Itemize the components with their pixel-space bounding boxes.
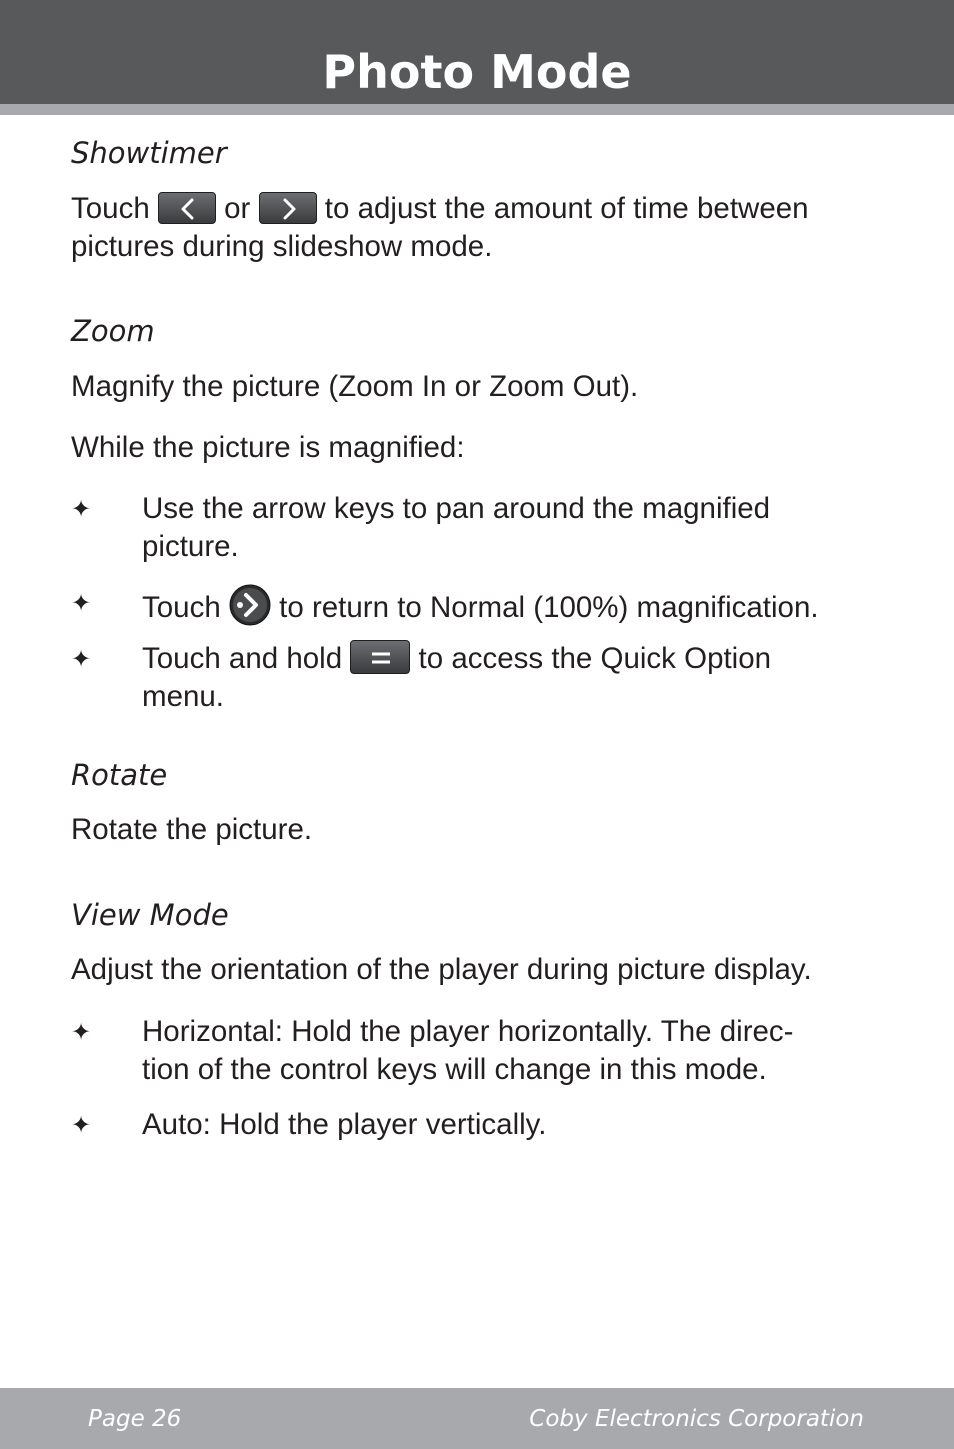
menu-key-icon: [350, 640, 410, 674]
header-stripe: [0, 104, 954, 115]
company-name: Coby Electronics Corporation: [529, 1406, 864, 1432]
zoom-description: Magnify the picture (Zoom In or Zoom Out).: [71, 370, 639, 403]
bullet-star-icon: ✦: [71, 1111, 92, 1139]
circle-arrow-right-icon: [229, 584, 271, 626]
rotate-description: Rotate the picture.: [71, 813, 313, 846]
chevron-left-key-icon: [158, 192, 216, 224]
view-mode-heading: View Mode: [71, 898, 229, 932]
bullet-star-icon: ✦: [71, 645, 92, 673]
page-title: Photo Mode: [322, 45, 632, 99]
view-mode-description: Adjust the orientation of the player during picture display.: [71, 953, 812, 986]
page-number: Page 26: [88, 1406, 182, 1432]
bullet-star-icon: ✦: [71, 1018, 92, 1046]
bullet-star-icon: ✦: [71, 495, 92, 523]
showtimer-heading: Showtimer: [71, 136, 227, 170]
zoom-while-magnified: While the picture is magnified:: [71, 431, 465, 464]
showtimer-line-2: pictures during slideshow mode.: [71, 230, 493, 263]
rotate-heading: Rotate: [71, 758, 168, 792]
zoom-heading: Zoom: [71, 314, 155, 348]
bullet-star-icon: ✦: [71, 589, 92, 617]
showtimer-paragraph: [71, 190, 891, 266]
chevron-right-key-icon: [259, 192, 317, 224]
showtimer-line-1: Touch or to adjust the amount of time between: [71, 192, 809, 225]
page-footer: [0, 1388, 954, 1449]
